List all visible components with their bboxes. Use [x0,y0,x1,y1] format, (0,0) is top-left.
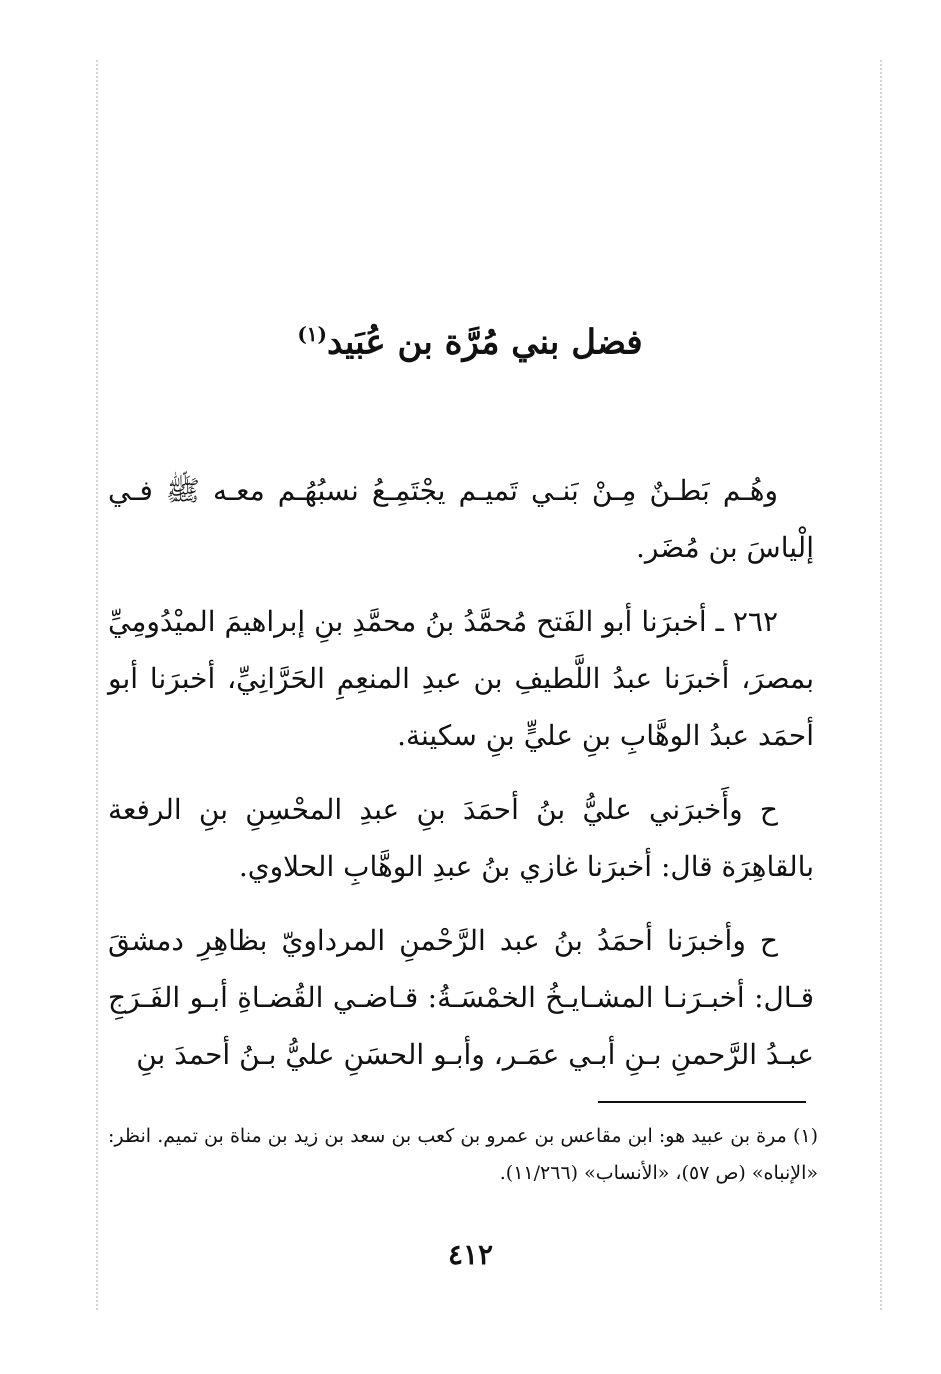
chapter-title [100,322,840,362]
chapter-title-text: فضل بني مُرَّة بن عُبَيد [327,322,643,363]
page-number: ٤١٢ [447,1238,494,1271]
scan-margin-dots [880,60,882,1310]
paragraph-hadith-262: ٢٦٢ ـ أخبرَنا أبو الفَتح مُحمَّدُ بنُ محمَّدِ بنِ إبراهيمَ الميْدُومِيِّ بمصرَ، أخبرَنا عبدُ اللَّطيفِ بن عبدِ المنعِمِ الحَرَّانِيِّ، أخبرَنا أبو أحمَد عبدُ الوهَّابِ بنِ عليٍّ بنِ سكينة. [108,605,814,752]
main-text [108,462,814,1100]
footnote: (١) مرة بن عبيد هو: ابن مقاعس بن عمرو بن كعب بن سعد بن زيد بن مناة بن تميم. انظر: «الإنباه» (ص ٥٧)، «الأنساب» (١١/٢٦٦). [108,1125,818,1184]
scan-margin-dots [96,60,98,1310]
paragraph-intro: وهُـم بَطـنٌ مِـنْ بَنـي تَميـم يجْتَمِـعُ نسبُهُـم معـه ﷺ فـي إلْياسَ بن مُضَر. [108,474,814,564]
footnote-separator [598,1101,806,1103]
footnote-marker: (١) [297,322,327,346]
paragraph-chain-3: ح وأخبرَنا أحمَدُ بنُ عبد الرَّحْمنِ المرداويّ بظاهِرِ دمشقَ قـال: أخبـرَنـا المشـايـخُ الخمْسَـةُ: قـاضـي القُضـاةِ أبـو الفَـرَجِ عبـدُ الرَّحمنِ بـنِ أبـي عمَـر، وأبـو الحسَنِ عليُّ بـنُ أحمدَ بنِ [108,924,814,1071]
paragraph-chain-2: ح وأَخبرَني عليُّ بنُ أحمَدَ بنِ عبدِ المحْسِنِ بنِ الرفعة بالقاهِرَة قال: أخبرَنا غازي بنُ عبدِ الوهَّابِ الحلاوي. [108,793,814,883]
